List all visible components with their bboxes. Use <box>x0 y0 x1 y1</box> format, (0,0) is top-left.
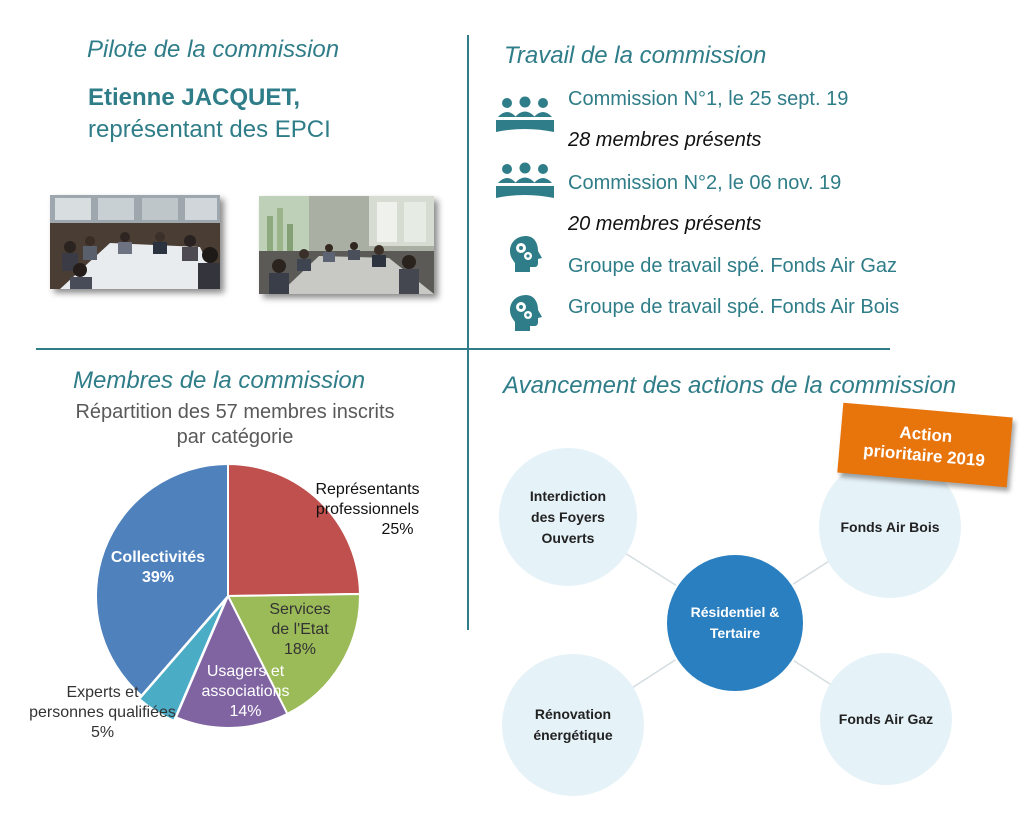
center-node-residentiel <box>665 553 805 693</box>
label-representants-line-1: Représentants <box>315 481 420 498</box>
node-fonds-air-bois-label: Fonds Air Bois <box>840 518 940 535</box>
pilote-role: représentant des EPCI <box>88 116 331 143</box>
pilote-section-title: Pilote de la commission <box>87 36 340 63</box>
label-services-line-2: de l'Etat <box>271 621 329 638</box>
label-experts-pct: 5% <box>90 724 115 741</box>
label-collectivites-line-1: Collectivités <box>110 549 206 566</box>
node-fonds-air-gaz-label: Fonds Air Gaz <box>838 710 934 727</box>
chart-title-line-1: Répartition des 57 membres inscrits <box>75 401 395 423</box>
pilote-name: Etienne JACQUET, <box>88 84 301 111</box>
chart-title-line-2: par catégorie <box>176 426 294 448</box>
label-usagers-line-2: associations <box>201 683 290 700</box>
commission-1-text: Commission N°1, le 25 sept. 19 <box>568 88 849 110</box>
label-experts-line-2: personnes qualifiées <box>29 704 176 721</box>
label-experts-line-1: Experts et <box>66 684 139 701</box>
center-node-label: Résidentiel & Tertaire <box>690 604 780 641</box>
node-renovation-label: Rénovation énergétique <box>533 706 613 743</box>
travail-section-title: Travail de la commission <box>504 42 767 69</box>
groupe-gaz-text: Groupe de travail spé. Fonds Air Gaz <box>568 255 898 277</box>
commission-1-attendance: 28 membres présents <box>568 129 762 151</box>
label-usagers-line-1: Usagers et <box>206 663 285 680</box>
commission-2-attendance: 20 membres présents <box>568 213 762 235</box>
membres-section-title: Membres de la commission <box>73 367 366 394</box>
avancement-section-title: Avancement des actions de la commission <box>503 372 957 399</box>
priority-badge-line-2: prioritaire 2019 <box>862 440 986 471</box>
node-foyers-ouverts-label: Interdiction des Foyers Ouverts <box>529 487 607 546</box>
label-representants-pct: 25% <box>381 521 414 538</box>
commission-2-text: Commission N°2, le 06 nov. 19 <box>568 172 842 194</box>
node-fonds-air-gaz <box>820 653 952 785</box>
groupe-bois-text: Groupe de travail spé. Fonds Air Bois <box>568 296 900 318</box>
label-representants-line-2: professionnels <box>315 501 420 518</box>
label-services-pct: 18% <box>283 641 317 658</box>
node-foyers-ouverts <box>499 448 637 586</box>
priority-badge-line-1: Action <box>898 422 954 447</box>
label-usagers-pct: 14% <box>229 703 262 720</box>
label-services-line-1: Services <box>269 601 331 618</box>
node-renovation <box>502 654 644 796</box>
priority-badge <box>837 403 1012 488</box>
label-collectivites-pct: 39% <box>141 569 175 586</box>
